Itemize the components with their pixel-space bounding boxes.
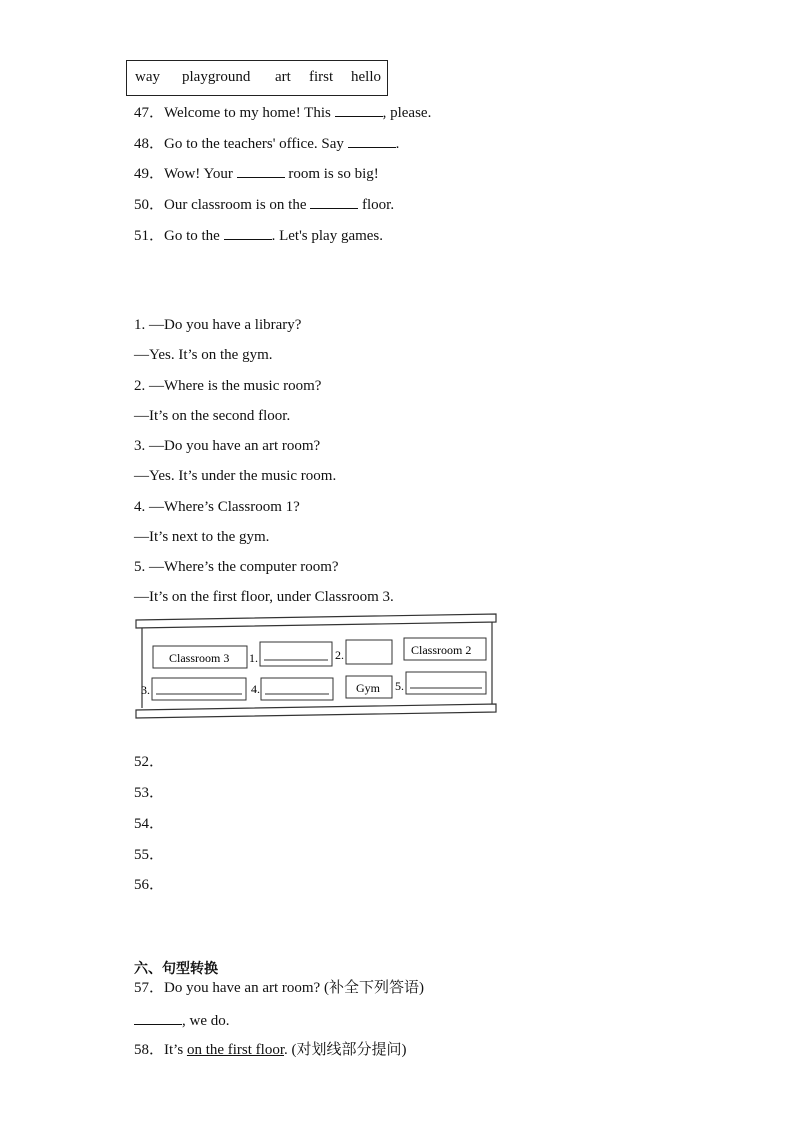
dialogue-line: 4. —Where’s Classroom 1? [134,499,300,515]
word-bank-box [126,60,388,96]
question-number: 47． [134,105,165,121]
room-number: 1. [249,651,258,665]
answer-number: 56． [134,877,165,893]
room-label-classroom2: Classroom 2 [411,643,472,657]
room-box [152,678,246,700]
answer-blank[interactable] [224,225,272,240]
question-number: 57． [134,980,165,996]
room-box [346,640,392,664]
word-bank-item: art [275,69,291,85]
dialogue-line: —It’s on the second floor. [134,408,291,424]
question-50 [134,194,394,214]
question-58 [134,1041,407,1059]
room-box [260,642,332,666]
room-number: 5. [395,679,404,693]
question-47 [134,102,431,122]
room-box [406,672,486,694]
question-text: Wow! Your [164,166,233,182]
answer-blank[interactable] [335,102,383,117]
question-number: 51． [134,228,165,244]
dialogue-line: 2. —Where is the music room? [134,378,322,394]
answer-number: 55． [134,847,165,863]
section-heading: 六、句型转换 [134,961,218,977]
word-bank-item: way [135,69,160,85]
question-number: 58． [134,1042,165,1058]
question-text: Our classroom is on the [164,197,307,213]
dialogue-line: —It’s on the first floor, under Classroom 3. [134,589,394,605]
dialogue-line: 5. —Where’s the computer room? [134,559,339,575]
question-text: . [395,136,400,152]
dialogue-line: —Yes. It’s under the music room. [134,468,337,484]
question-number: 50． [134,197,165,213]
underlined-phrase: on the first floor [186,1042,285,1058]
question-number: 49． [134,166,165,182]
question-57 [134,979,424,997]
question-text: . (对划线部分提问) [284,1042,407,1058]
question-text: Welcome to my home! This [164,105,331,121]
question-text: Do you have an art room? (补全下列答语) [164,980,424,996]
room-box [261,678,333,700]
word-bank-item: hello [351,69,381,85]
word-bank-item: playground [182,69,251,85]
dialogue-line: —Yes. It’s on the gym. [134,347,273,363]
question-text: . Let's play games. [271,228,384,244]
question-49 [134,163,379,183]
answer-blank[interactable] [310,194,358,209]
building-roof [136,614,496,628]
building-base [136,704,496,718]
answer-text: , we do. [182,1013,230,1029]
room-label-gym: Gym [356,681,380,695]
question-51 [134,225,383,245]
question-text: Go to the teachers' office. Say [164,136,344,152]
answer-number: 53． [134,785,165,801]
answer-blank[interactable] [237,163,285,178]
question-48 [134,133,399,153]
answer-number: 52． [134,754,165,770]
dialogue-line: 3. —Do you have an art room? [134,438,321,454]
question-text: It’s [164,1042,184,1058]
question-text: floor. [362,197,395,213]
answer-number: 54． [134,816,165,832]
question-number: 48． [134,136,165,152]
question-57-answer [134,1010,230,1030]
question-text: , please. [382,105,432,121]
school-building-diagram [130,612,502,724]
dialogue-line: 1. —Do you have a library? [134,317,302,333]
word-bank-item: first [309,69,334,85]
dialogue-line: —It’s next to the gym. [134,529,270,545]
room-label-classroom3: Classroom 3 [169,651,230,665]
room-number: 3. [141,683,150,697]
question-text: room is so big! [288,166,379,182]
answer-blank[interactable] [134,1010,182,1025]
room-number: 2. [335,648,344,662]
answer-blank[interactable] [348,133,396,148]
room-number: 4. [251,682,260,696]
question-text: Go to the [164,228,220,244]
